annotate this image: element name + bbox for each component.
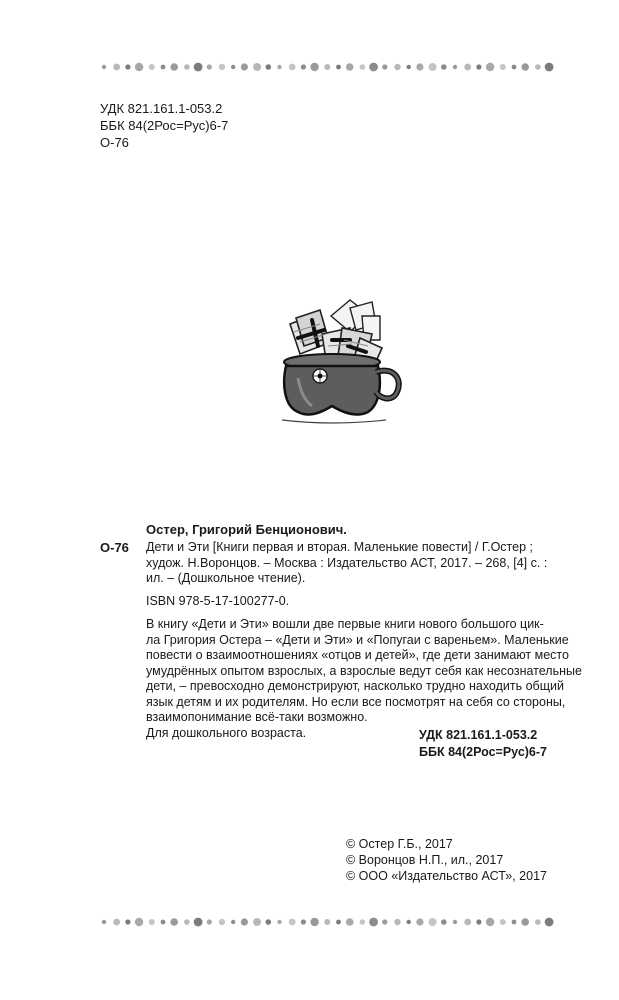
ornament-dot <box>241 918 248 925</box>
ornament-dot <box>266 919 272 925</box>
annotation-line: язык детям и их родителям. Но если все посмотрят на себя со стороны, <box>146 694 566 709</box>
ornament-dot <box>545 918 554 927</box>
ornament-dot <box>360 919 366 925</box>
flower-icon <box>313 369 327 383</box>
ornament-dot <box>360 64 366 70</box>
author-heading: Остер, Григорий Бенционович. <box>146 522 347 537</box>
annotation-line: В книгу «Дети и Эти» вошли две первые книги нового большого цик- <box>146 617 544 631</box>
ornament-dot <box>149 919 155 925</box>
title-line: Дети и Эти [Книги первая и вторая. Маленькие повести] / Г.Остер ; <box>146 540 533 554</box>
title-description <box>146 540 554 587</box>
ornament-dot <box>369 63 378 72</box>
ornament-dot <box>102 920 106 924</box>
classification-index <box>100 100 228 151</box>
ornament-dot <box>135 63 143 71</box>
copyright-line: © Воронцов Н.П., ил., 2017 <box>346 853 504 867</box>
ornament-dot <box>441 919 447 925</box>
ornament-dot <box>407 65 411 69</box>
ornament-dot <box>219 919 225 925</box>
ornament-dot <box>194 918 203 927</box>
annotation-line: ла Григория Остера – «Дети и Эти» и «Попугаи с вареньем». Маленькие <box>146 632 569 647</box>
ornament-dot <box>135 918 143 926</box>
ornament-dot <box>194 63 203 72</box>
ornament-dot <box>207 64 212 69</box>
ornament-dot <box>521 63 529 71</box>
decorative-dot-rule-top <box>0 60 619 74</box>
ornament-dot <box>545 63 554 72</box>
ornament-dot <box>277 65 281 69</box>
title-line: ил. – (Дошкольное чтение). <box>146 571 306 585</box>
ornament-dot <box>125 919 130 924</box>
ornament-dot <box>512 65 517 70</box>
ornament-dot <box>346 918 354 926</box>
ornament-dot <box>310 918 318 926</box>
ornament-dot <box>277 920 281 924</box>
ornament-dot <box>170 63 178 71</box>
dot-rule-graphic <box>0 60 619 74</box>
dot-rule-graphic <box>0 915 619 929</box>
ornament-dot <box>161 65 166 70</box>
ornament-dot <box>535 64 541 70</box>
annotation-line: взаимопонимание всё-таки возможно. <box>146 710 368 724</box>
ornament-dot <box>336 65 341 70</box>
ornament-dot <box>289 919 296 926</box>
ornament-dot <box>394 64 400 70</box>
ornament-dot <box>113 919 120 926</box>
ornament-dot <box>476 64 481 69</box>
ornament-dot <box>486 918 494 926</box>
ornament-dot <box>184 64 190 70</box>
author-mark: О-76 <box>100 135 129 150</box>
ornament-dot <box>301 64 306 69</box>
ornament-dot <box>453 920 457 924</box>
record-classification <box>419 727 547 761</box>
decorative-dot-rule-bottom <box>0 915 619 929</box>
ornament-dot <box>453 65 457 69</box>
ornament-dot <box>231 65 235 69</box>
ornament-dot <box>102 65 106 69</box>
ornament-dot <box>149 64 155 70</box>
ornament-dot <box>382 64 387 69</box>
ornament-dot <box>369 918 378 927</box>
copyright-line: © ООО «Издательство АСТ», 2017 <box>346 869 547 883</box>
ornament-dot <box>219 64 225 70</box>
pot-with-books-illustration <box>276 294 406 429</box>
ornament-dot <box>429 918 437 926</box>
ornament-dot <box>416 918 423 925</box>
title-line: худож. Н.Воронцов. – Москва : Издательство АСТ, 2017. – 268, [4] с. : <box>146 555 548 570</box>
record-author-mark: О-76 <box>100 540 129 555</box>
ornament-dot <box>324 64 330 70</box>
ornament-dot <box>253 63 261 71</box>
annotation-line: дети, – превосходно демонстрируют, насколько трудно находить общий <box>146 679 564 693</box>
ornament-dot <box>486 63 494 71</box>
ornament-dot <box>500 64 506 70</box>
annotation-line: повести о взаимоотношениях «отцов и детей», где дети занимают место <box>146 648 569 662</box>
ornament-dot <box>535 919 541 925</box>
ornament-dot <box>324 919 330 925</box>
bbk-code: ББК 84(2Рос=Рус)6-7 <box>100 118 229 133</box>
copyright-line: © Остер Г.Б., 2017 <box>346 837 453 851</box>
ornament-dot <box>416 63 423 70</box>
ornament-dot <box>464 64 471 71</box>
ornament-dot <box>184 919 190 925</box>
ornament-dot <box>113 64 120 71</box>
copyright-block <box>346 836 547 884</box>
ornament-dot <box>521 918 529 926</box>
ornament-dot <box>207 919 212 924</box>
record-bbk-code: ББК 84(2Рос=Рус)6-7 <box>419 745 547 759</box>
ornament-dot <box>394 919 400 925</box>
ornament-dot <box>336 920 341 925</box>
ornament-dot <box>407 920 411 924</box>
udk-code: УДК 821.161.1-053.2 <box>100 101 223 116</box>
ornament-dot <box>125 64 130 69</box>
ornament-dot <box>301 919 306 924</box>
ornament-dot <box>441 64 447 70</box>
record-udk-code: УДК 821.161.1-053.2 <box>419 728 538 742</box>
annotation-line: умудрённых опытом взрослых, а взрослые ведут себя как несознательные <box>146 663 582 678</box>
ornament-dot <box>310 63 318 71</box>
ornament-dot <box>512 920 517 925</box>
ornament-dot <box>161 920 166 925</box>
ornament-dot <box>170 918 178 926</box>
ornament-dot <box>382 919 387 924</box>
ornament-dot <box>476 919 481 924</box>
ornament-dot <box>253 918 261 926</box>
ornament-dot <box>500 919 506 925</box>
ornament-dot <box>429 63 437 71</box>
annotation <box>146 617 582 741</box>
ornament-dot <box>289 64 296 71</box>
age-note: Для дошкольного возраста. <box>146 725 307 740</box>
ornament-dot <box>231 920 235 924</box>
ornament-dot <box>464 919 471 926</box>
pot-with-books-drawing <box>276 294 406 429</box>
isbn: ISBN 978-5-17-100277-0. <box>146 594 290 608</box>
ornament-dot <box>266 64 272 70</box>
ornament-dot <box>346 63 354 71</box>
ornament-dot <box>241 63 248 70</box>
